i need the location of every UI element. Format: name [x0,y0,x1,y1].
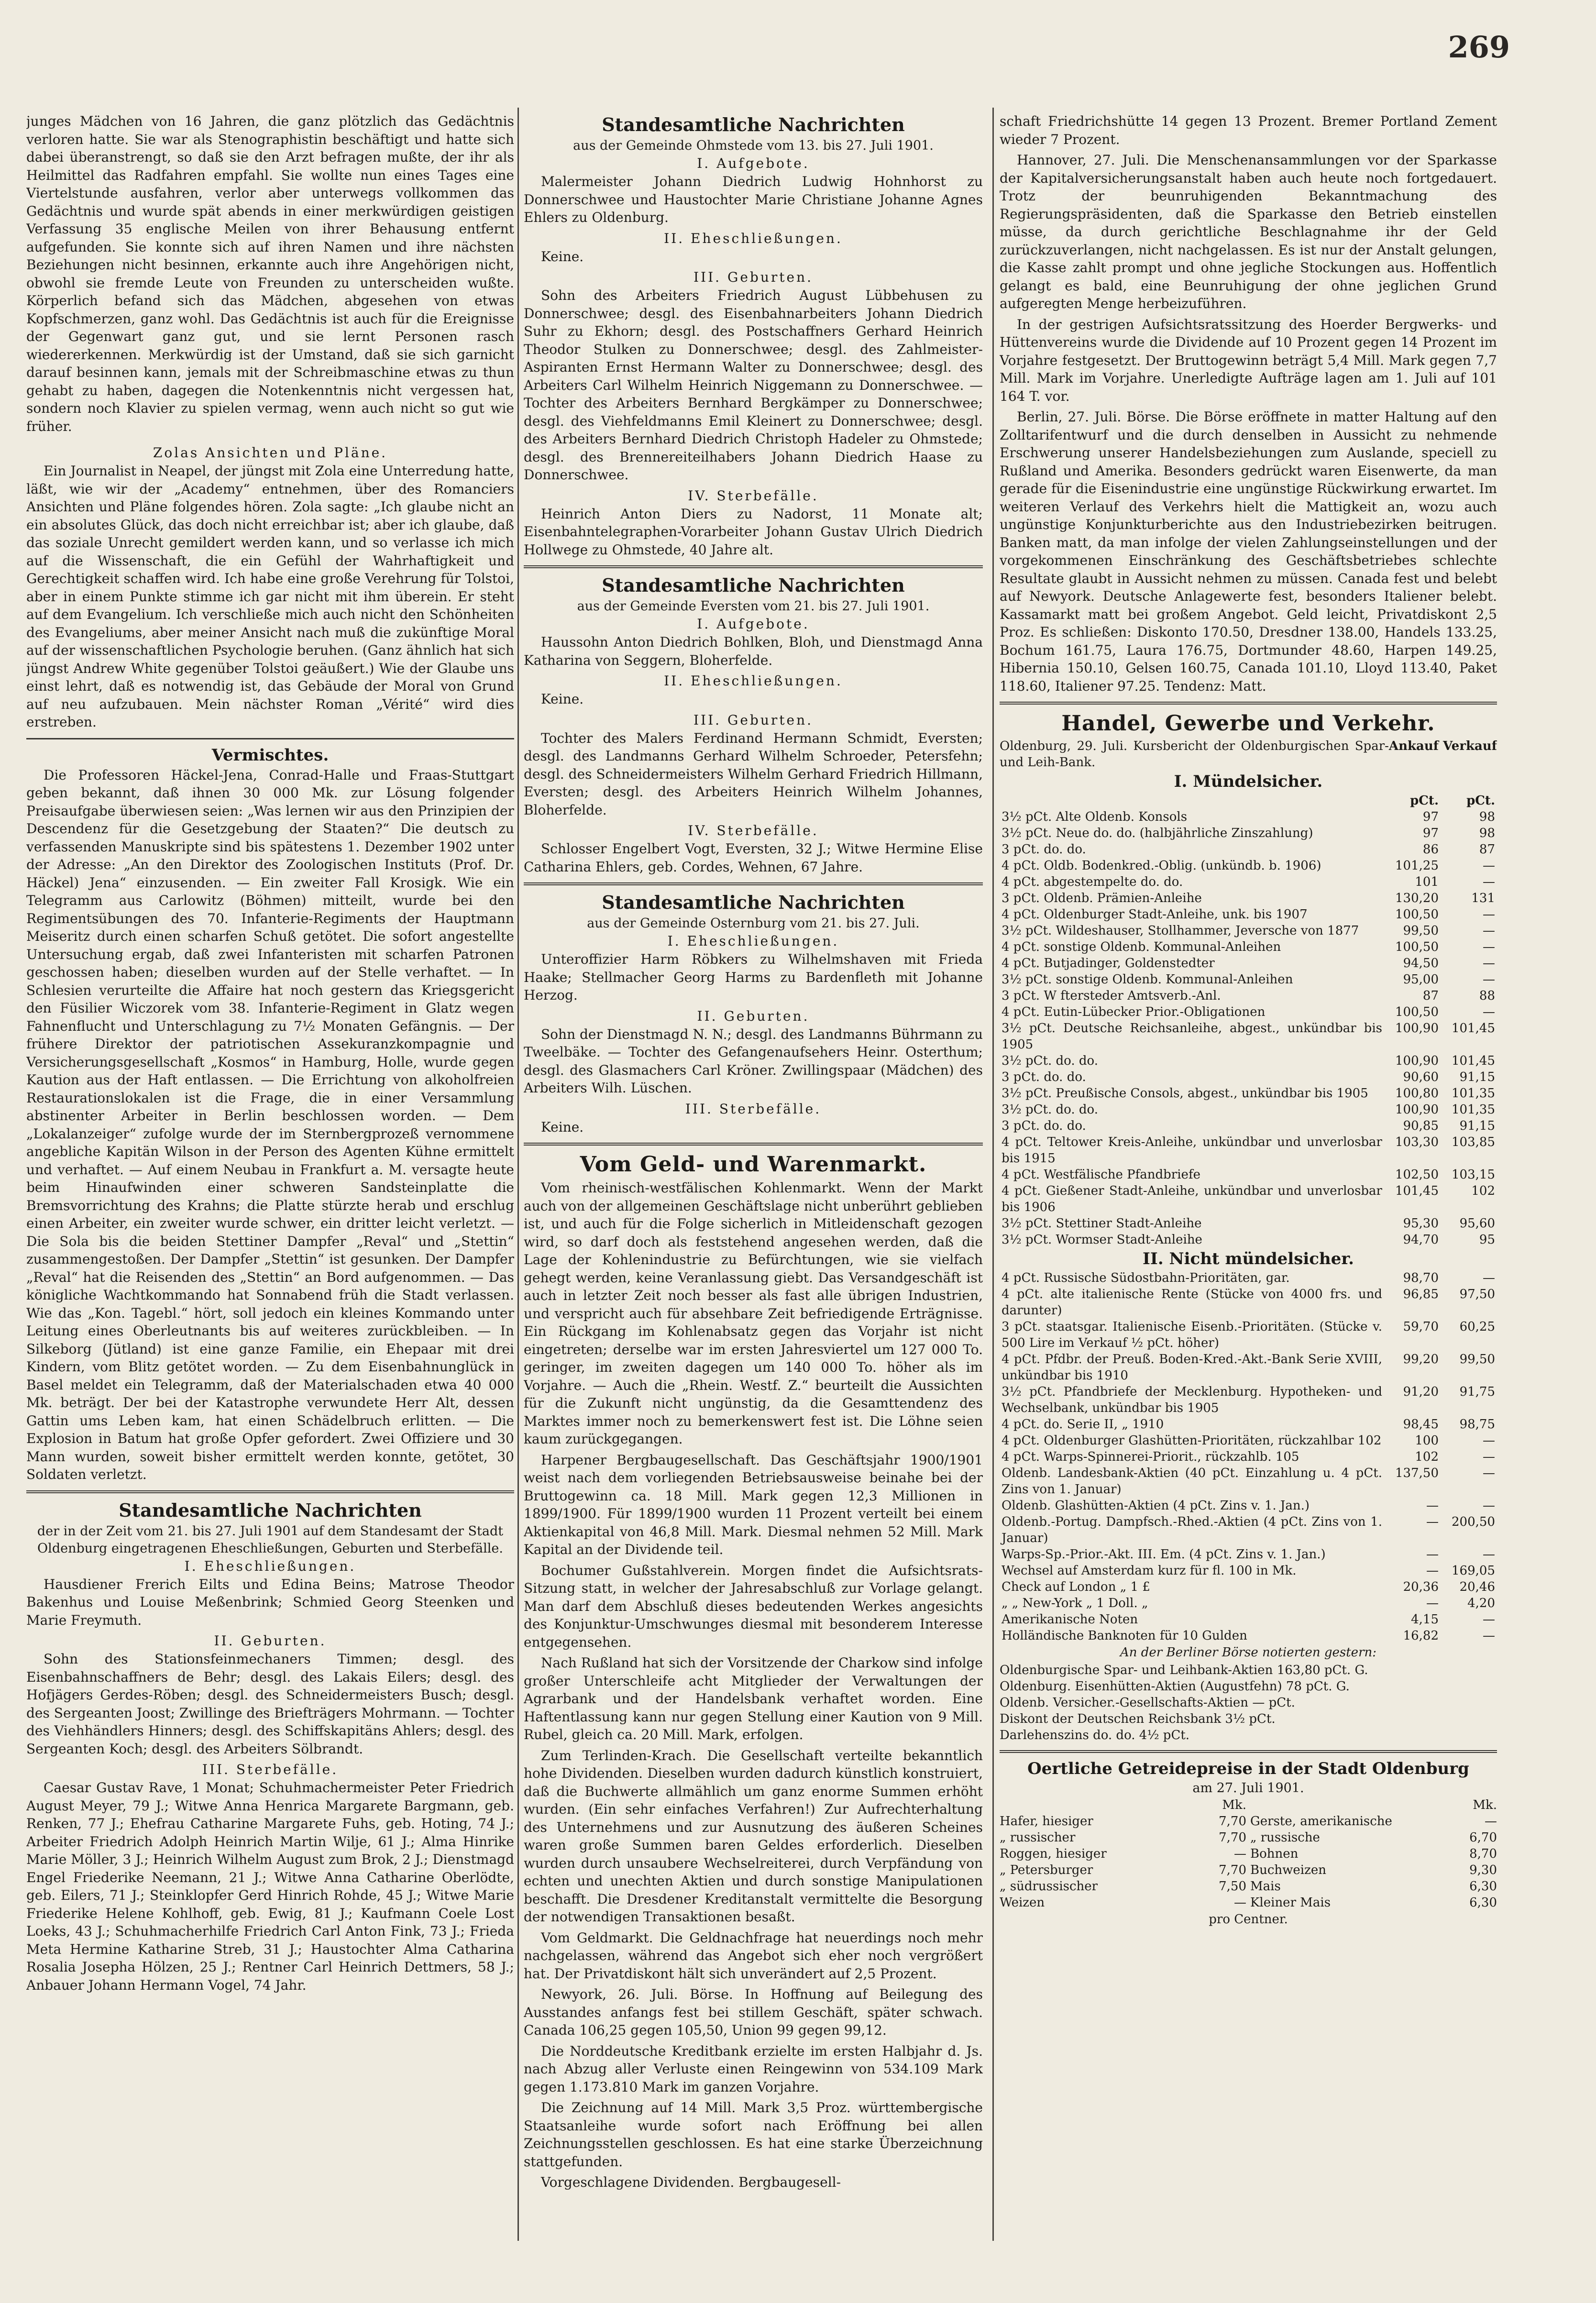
grain-price: — [1234,1846,1246,1861]
security-name: 4 pCt. abgestempelte do. do. [1002,875,1183,889]
buy-rate: 102,50 [1395,1168,1439,1182]
security-name: Holländische Banknoten für 10 Gulden [1002,1629,1247,1643]
sell-rate: 4,20 [1467,1596,1495,1610]
grain-price: 7,70 [1219,1862,1246,1877]
buy-rate: 100,50 [1395,940,1439,954]
article-paragraph: schaft Friedrichshütte 14 gegen 13 Prozent. Bremer Portland Zement wieder 7 Prozent. [1000,113,1497,147]
grain-price: 6,30 [1469,1879,1497,1894]
grain-price: 7,50 [1219,1879,1246,1894]
rate-table-header [1000,738,1497,771]
article-paragraph: In der gestrigen Aufsichtsratssitzung des Hoerder Bergwerks- und Hüttenvereins wurde die Dividende auf 10 Prozent gegen 14 Prozent im Vorjahre festgesetzt. Der Bruttogewinn beträgt 5,4 Mill. Mark gegen 7,7 Mill. Mark im Vorjahre. Unerledigte Aufträge lagen am 1. Juli auf 101 164 T. vor. [1000,316,1497,404]
article-paragraph: Heinrich Anton Diers zu Nadorst, 11 Monate alt; Eisenbahntelegraphen-Vorarbeiter Johann Gustav Ulrich Diedrich Hollwege zu Ohmstede, 40 Jahre alt. [524,506,983,558]
grain-table [1000,1797,1497,1911]
buy-rate: 100,50 [1395,1005,1439,1019]
article-paragraph: Hausdiener Frerich Eilts und Edina Beins; Matrose Theodor Bakenhus und Louise Meßenbrink; Schmied Georg Steenken und Marie Freymuth. [26,1576,514,1628]
berlin-row: Oldenb. Versicher.-Gesellschafts-Aktien — pCt. [1000,1695,1295,1710]
table-row [1000,1449,1497,1465]
section-title: Standesamtliche Nachrichten [602,892,905,913]
buy-rate: 100,90 [1395,1102,1439,1117]
table-row [1000,1102,1497,1118]
sell-rate: 60,25 [1459,1320,1495,1334]
buy-rate: 98,70 [1403,1271,1439,1285]
article-paragraph: Die Norddeutsche Kreditbank erzielte im ersten Halbjahr d. Js. nach Abzug aller Verluste einen Reingewinn von 534.109 Mark gegen 1.173.810 Mark im ganzen Vorjahre. [524,2043,983,2095]
buy-rate: — [1426,1499,1439,1513]
subsection-title: II. Geburten. [697,1008,810,1024]
grain-price: 9,30 [1469,1862,1497,1877]
table-row [1000,1579,1497,1595]
sell-rate: — [1483,956,1495,970]
sell-rate: 91,75 [1459,1385,1495,1399]
buy-rate: — [1426,1596,1439,1610]
divider [26,1490,514,1493]
security-name: Oldenb.-Portug. Dampfsch.-Rhed.-Aktien (4 pCt. Zins von 1. Januar) [1002,1515,1382,1545]
security-name: 3½ pCt. Stettiner Stadt-Anleihe [1002,1216,1202,1231]
buy-rate: 16,82 [1403,1629,1439,1643]
table-row [1000,1514,1497,1546]
article-paragraph: Keine. [541,691,584,707]
table-row [1000,906,1497,923]
article-paragraph: Vom rheinisch-westfälischen Kohlenmarkt. Wenn der Markt auch von der allgemeinen Geschäftslage nicht unberührt geblieben ist, und auch für die Folge sicherlich in Mitleidenschaft gezogen wird, so darf doch als feststehend angesehen werden, daß die Lage der Kohlenindustrie zu Befürchtungen, wie sie vielfach gehegt werden, keine Veranlassung giebt. Das Versandgeschäft ist auch in letzter Zeit noch besser als fast alle übrigen Industrien, und verspricht auch für absehbare Zeit befriedigende Erträgnisse. Ein Rückgang im Kohlenabsatz gegen das Vorjahr ist nicht eingetreten; derselbe war im ersten Jahresviertel um 127 000 To. geringer, im zweiten dagegen um 140 000 To. höher als im Vorjahre. — Auch die „Rhein. Westf. Z.“ beurteilt die Aussichten für die Zukunft nicht ungünstig, da die Gesamttendenz des Marktes immer noch zu bemerkenswert fest ist. Die Löhne seien kaum zurückgegangen. [524,1180,983,1447]
security-name: 3½ pCt. do. do. [1002,1054,1098,1068]
security-name: Warps-Sp.-Prior.-Akt. III. Em. (4 pCt. Zins v. 1. Jan.) [1002,1547,1326,1562]
buy-rate: 100,80 [1395,1086,1439,1101]
sell-rate: 97,50 [1459,1287,1495,1301]
grain-title: Oertliche Getreidepreise in der Stadt Oldenburg [1027,1759,1469,1778]
buy-rate: 100,50 [1395,907,1439,922]
buy-rate: 4,15 [1411,1612,1439,1627]
berlin-row: Oldenburgische Spar- und Leihbank-Aktien 163,80 pCt. G. [1000,1663,1368,1677]
buy-rate: 97 [1422,810,1439,824]
buy-rate: 91,20 [1403,1385,1439,1399]
sell-rate: — [1483,1450,1495,1464]
subsection-title: IV. Sterbefälle. [688,487,819,504]
sell-rate: 200,50 [1452,1515,1495,1529]
grain-name: Buchweizen [1250,1862,1326,1877]
table-row [1000,971,1497,988]
section-title: Standesamtliche Nachrichten [602,574,905,596]
subsection-title: III. Sterbefälle. [685,1101,822,1117]
table-row [1000,1319,1497,1351]
grain-price: 6,30 [1469,1895,1497,1910]
table-row [1000,939,1497,955]
sell-rate: 87 [1479,842,1495,857]
article-paragraph: Hannover, 27. Juli. Die Menschenansammlungen vor der Sparkasse der Kapitalversicherungsanstalt haben auch heute noch fortgedauert. Trotz der beunruhigenden Bekanntmachung des Regierungspräsidenten, daß die Sparkasse den Betrieb einstellen müsse, da durch gerichtliche Beschlagnahme ihr der Geld zurückzuverlangen, nicht nachgelassen. Es ist nur der Anstalt gelungen, die Kasse zahlt prompt und ohne jegliche Stockungen aus. Hoffentlich gelangt es bald, eine Beunruhigung der ohne jeglichen Grund aufgeregten Menge herbeizuführen. [1000,152,1497,311]
security-name: 3 pCt. Oldenb. Prämien-Anleihe [1002,891,1202,905]
page-number: 269 [1448,30,1510,65]
security-name: Wechsel auf Amsterdam kurz für fl. 100 in Mk. [1002,1564,1297,1578]
table-row [1000,1611,1497,1628]
buy-rate: 20,36 [1403,1580,1439,1594]
sell-rate: — [1483,1005,1495,1019]
article-paragraph: Vom Geldmarkt. Die Geldnachfrage hat neuerdings noch mehr nachgelassen, während das Angebot sich eher noch vergrößert hat. Der Privatdiskont hält sich unverändert auf 2,5 Prozent. [524,1929,983,1982]
security-name: 4 pCt. Oldenburger Glashütten-Prioritäten, rückzahlbar 102 [1002,1433,1382,1448]
table-row [1000,955,1497,971]
sell-rate: 98,75 [1459,1417,1495,1432]
buy-rate: 90,60 [1403,1070,1439,1084]
buy-rate: 97 [1422,826,1439,840]
grain-name: Roggen, hiesiger [1000,1846,1107,1861]
security-name: 3 pCt. do. do. [1002,1070,1086,1084]
table-row [1000,1053,1497,1069]
table-row [1000,923,1497,939]
security-name: 3½ pCt. Neue do. do. (halbjährliche Zinszahlung) [1002,826,1313,840]
buy-rate: 90,85 [1403,1119,1439,1133]
security-name: 4 pCt. Gießener Stadt-Anleihe, unkündbar und unverlosbar bis 1906 [1002,1184,1382,1214]
unit-sell: pCt. [1466,793,1495,808]
table-row [1000,1085,1497,1102]
buy-rate: 99,20 [1403,1352,1439,1366]
grain-name: „ südrussischer [1000,1879,1098,1894]
security-name: 3½ pCt. Wormser Stadt-Anleihe [1002,1233,1202,1247]
table-row [1000,1232,1497,1248]
berlin-row: Darlehenszins do. do. 4½ pCt. [1000,1728,1190,1742]
grain-name: Mais [1250,1879,1281,1894]
grain-date: am 27. Juli 1901. [1192,1780,1304,1796]
subsection-title: I. Aufgebote. [697,616,810,632]
buy-rate: 100 [1415,1433,1439,1448]
article-paragraph: Die Zeichnung auf 14 Mill. Mark 3,5 Proz. württembergische Staatsanleihe wurde sofort nach Eröffnung bei allen Zeichnungsstellen geschlossen. Es hat eine starke Überzeichnung stattgefunden. [524,2100,983,2170]
security-name: Check auf London „ 1 £ [1002,1580,1150,1594]
sell-rate: 101,35 [1452,1102,1495,1117]
section-title: Vermischtes. [211,745,329,765]
table-row [1000,1004,1497,1020]
security-name: 4 pCt. Russische Südostbahn-Prioritäten, gar. [1002,1271,1290,1285]
sell-rate: 20,46 [1459,1580,1495,1594]
article-paragraph: Zum Terlinden-Krach. Die Gesellschaft verteilte bekanntlich hohe Dividenden. Dieselben wurden dadurch künstlich konstruiert, daß die Buchwerte allmählich um ganz enorme Summen erhöht wurden. (Ein sehr einfaches Verfahren!) Zur Aufrechterhaltung des Unternehmens und zur Ausnutzung des äußeren Scheines waren große Summen baren Geldes erforderlich. Dieselben wurden durch unsaubere Wechselreiterei, durch Verpfändung von echten und unechten Aktien und durch sonstige Manipulationen beschafft. Die Dresdener Kreditanstalt vermittelte die Besorgung der notwendigen Transaktionen besaßt. [524,1747,983,1925]
column-rule [517,108,519,2241]
unit-row [1000,793,1497,809]
buy-rate: 101,25 [1395,859,1439,873]
security-name: 3 pCt. staatsgar. Italienische Eisenb.-Prioritäten. (Stücke v. 500 Lire im Verkauf ½ pCt. höher) [1002,1320,1382,1350]
sell-rate: 131 [1471,891,1495,905]
grain-name: „ russischer [1000,1830,1076,1845]
security-name: 4 pCt. Oldb. Bodenkred.-Oblig. (unkündb. b. 1906) [1002,859,1321,873]
table-row [1000,1069,1497,1085]
article-paragraph: Tochter des Malers Ferdinand Hermann Schmidt, Eversten; desgl. des Landmanns Gerhard Wilhelm Schroeder, Petersfehn; desgl. des Schneidermeisters Wilhelm Gerhard Friedrich Hillmann, Eversten; desgl. des Arbeiters Heinrich Wilhelm Johannes, Bloherfelde. [524,730,983,818]
grain-name: Bohnen [1250,1846,1299,1861]
divider [1000,702,1497,705]
table-row [1000,841,1497,858]
article-paragraph: Newyork, 26. Juli. Börse. In Hoffnung auf Beilegung des Ausstandes anfangs fest bei stillem Geschäft, später schwach. Canada 106,25 gegen 105,50, Union 99 gegen 99,12. [524,1986,983,2038]
buy-rate: 94,70 [1403,1233,1439,1247]
col-sell-label: Verkauf [1443,739,1497,753]
security-name: 4 pCt. Teltower Kreis-Anleihe, unkündbar und unverlosbar bis 1915 [1002,1135,1382,1166]
table-row [1000,1020,1497,1053]
table-row [1000,1183,1497,1215]
buy-rate: 130,20 [1395,891,1439,905]
buy-rate: — [1426,1564,1439,1578]
article-paragraph: Harpener Bergbaugesellschaft. Das Geschäftsjahr 1900/1901 weist nach dem vorliegenden Betriebsausweise beinahe bei der Bruttogewinn ca. 18 Mill. Mark gegen 12,3 Millionen in 1899/1900. Für 1899/1900 wurden 11 Prozent verteilt bei einem Aktienkapital von 46,8 Mill. Mark. Diesmal nehmen 52 Mill. Mark Kapital an der Dividende teil. [524,1452,983,1557]
sell-rate: — [1483,972,1495,987]
buy-rate: 103,30 [1395,1135,1439,1149]
berlin-note: An der Berliner Börse notierten gestern: [1120,1645,1377,1660]
divider [524,882,983,885]
article-paragraph: Sohn des Arbeiters Friedrich August Lübbehusen zu Donnerschwee; desgl. des Eisenbahnarbeiters Johann Diedrich Suhr zu Ekhorn; desgl. des Postschaffners Gerhard Heinrich Theodor Stulken zu Donnerschwee; desgl. des Zahlmeister-Aspiranten Ernst Hermann Walter zu Donnerschwee; desgl. des Arbeiters Carl Wilhelm Heinrich Niggemann zu Donnerschwee. — Tochter des Arbeiters Bernhard Bergkämper zu Donnerschwee; desgl. des Viehfeldmanns Emil Kleinert zu Donnerschwee; desgl. des Arbeiters Bernhard Diedrich Christoph Hadeler zu Ohmstede; desgl. des Brennereiteilhabers Johann Diedrich Haase zu Donnerschwee. [524,287,983,483]
buy-rate: 59,70 [1403,1320,1439,1334]
grain-price: — [1485,1814,1497,1829]
berlin-row: Diskont der Deutschen Reichsbank 3½ pCt. [1000,1711,1276,1726]
subsection-title: I. Eheschließungen. [667,933,839,949]
security-name: 3 pCt. do. do. [1002,1119,1086,1133]
berlin-row: Oldenburg. Eisenhütten-Aktien (Augustfehn) 78 pCt. G. [1000,1679,1350,1694]
berlin-list [1000,1662,1497,1743]
buy-rate: 101 [1415,875,1439,889]
section-subtitle: aus der Gemeinde Ohmstede vom 13. bis 27. Juli 1901. [573,138,934,153]
buy-rate: 95,00 [1403,972,1439,987]
sell-rate: — [1483,940,1495,954]
section-subtitle: aus der Gemeinde Osternburg vom 21. bis 27. Juli. [587,916,920,931]
security-name: 3½ pCt. sonstige Oldenb. Kommunal-Anleihen [1002,972,1293,987]
sell-rate: 101,45 [1452,1054,1495,1068]
buy-rate: 86 [1422,842,1439,857]
divider [524,565,983,568]
buy-rate: — [1426,1547,1439,1562]
section-title: Standesamtliche Nachrichten [119,1499,422,1521]
unit-buy: pCt. [1410,793,1439,808]
sell-rate: 101,35 [1452,1086,1495,1101]
table-row [1000,1134,1497,1167]
subsection-title: I. Aufgebote. [697,155,810,171]
article-paragraph: Keine. [541,248,584,264]
grain-name: „ russische [1250,1830,1320,1845]
buy-rate: 87 [1422,989,1439,1003]
security-name: 3 pCt. do. do. [1002,842,1086,857]
grain-name: Hafer, hiesiger [1000,1814,1093,1829]
security-name: 4 pCt. Butjadinger, Goldenstedter [1002,956,1215,970]
security-name: 3½ pCt. Wildeshauser, Stollhammer, Jeversche von 1877 [1002,924,1359,938]
article-paragraph: Vorgeschlagene Dividenden. Bergbaugesell- [541,2174,841,2190]
article-paragraph: junges Mädchen von 16 Jahren, die ganz plötzlich das Gedächtnis verloren hatte. Sie war als Stenographistin beschäftigt und hatte sich dabei überanstrengt, so daß sie den Arzt befragen mußte, der ihr als Heilmittel das Radfahren empfahl. Sie wollte nun eines Tages eine Viertelstunde ausfahren, verlor aber unterwegs vollkommen das Gedächtnis und wurde spät abends in einer merkwürdigen geistigen Verfassung 35 englische Meilen von ihrer Behausung entfernt aufgefunden. Sie konnte sich auf ihren Namen und ihre nächsten Beziehungen nicht besinnen, erkannte auch ihre Angehörigen nicht, obwohl sie fremde Leute von Freunden zu unterscheiden wußte. Körperlich befand sich das Mädchen, abgesehen von etwas Kopfschmerzen, ganz wohl. Das Gedächtnis ist auch für die Ereignisse der Gegenwart ganz gut, und sie lernt Personen rasch wiedererkennen. Merkwürdig ist der Umstand, daß sie sich garnicht darauf besinnen kann, jemals mit der Schreibmaschine etwas zu thun gehabt zu haben, dagegen die Notenkenntnis nicht vergessen hat, sondern noch Klavier zu spielen vermag, wenn auch nicht so gut wie früher. [26,113,514,434]
article-paragraph: Haussohn Anton Diedrich Bohlken, Bloh, und Dienstmagd Anna Katharina von Seggern, Bloherfelde. [524,634,983,668]
security-name: 3½ pCt. Pfandbriefe der Mecklenburg. Hypotheken- und Wechselbank, unkündbar bis 1905 [1002,1385,1382,1415]
sell-rate: — [1483,1466,1495,1480]
security-name: 4 pCt. alte italienische Rente (Stücke von 4000 frs. und darunter) [1002,1287,1382,1318]
subsection-title: II. Eheschließungen. [664,230,843,246]
table-row [1000,825,1497,841]
table-row [1000,1384,1497,1416]
table-row [1000,1215,1497,1232]
divider [26,738,514,739]
subsection-title: III. Geburten. [693,269,814,285]
sell-rate: 98 [1479,826,1495,840]
article-paragraph: Schlosser Engelbert Vogt, Eversten, 32 J.; Witwe Hermine Elise Catharina Ehlers, geb. Cordes, Wehnen, 67 Jahre. [524,841,983,875]
sell-rate: — [1483,1629,1495,1643]
section-title: Vom Geld- und Warenmarkt. [580,1152,927,1177]
col-buy-label: Ankauf [1388,739,1439,753]
grain-footnote: pro Centner. [1209,1912,1288,1927]
grain-price: 7,70 [1219,1814,1246,1829]
sell-rate: — [1483,924,1495,938]
security-name: 3 pCt. W ftersteder Amtsverb.-Anl. [1002,989,1221,1003]
security-name: 4 pCt. Pfdbr. der Preuß. Boden-Kred.-Akt.-Bank Serie XVIII, unkündbar bis 1910 [1002,1352,1382,1383]
table-row [1000,890,1497,906]
table-row [1000,1498,1497,1514]
buy-rate: — [1426,1515,1439,1529]
article-paragraph: Bochumer Gußstahlverein. Morgen findet die Aufsichtsrats-Sitzung statt, in welcher der Jahresabschluß zur Vorlage gelangt. Man darf dem Abschluß dieses bedeutenden Werkes angesichts des Konjunktur-Umschwunges diesmal mit besonderem Interesse entgegensehen. [524,1562,983,1650]
sell-rate: — [1483,1612,1495,1627]
column-3 [1000,112,1497,2241]
buy-rate: 102 [1415,1450,1439,1464]
buy-rate: 101,45 [1395,1184,1439,1198]
sell-rate: 103,85 [1452,1135,1495,1149]
sell-rate: 91,15 [1459,1119,1495,1133]
sell-rate: 99,50 [1459,1352,1495,1366]
grain-price: 7,70 [1219,1830,1246,1845]
buy-rate: 100,90 [1395,1054,1439,1068]
article-paragraph: Malermeister Johann Diedrich Ludwig Hohnhorst zu Donnerschwee und Haustochter Marie Christiane Johanne Agnes Ehlers zu Oldenburg. [524,174,983,225]
subsection-title: I. Eheschließungen. [184,1558,356,1574]
security-name: 3½ pCt. Alte Oldenb. Konsols [1002,810,1188,824]
sell-rate: — [1483,859,1495,873]
sell-rate: 88 [1479,989,1495,1003]
buy-rate: 98,45 [1403,1417,1439,1432]
sell-rate: 91,15 [1459,1070,1495,1084]
article-paragraph: Die Professoren Häckel-Jena, Conrad-Halle und Fraas-Stuttgart geben bekannt, daß ihnen 30 000 Mk. zur Lösung folgender Preisaufgabe überwiesen seien: „Was lernen wir aus den Prinzipien der Descendenz für die Gesetzgebung der Staaten?“ Die deutsch zu verfassenden Manuskripte sind bis spätestens 1. Dezember 1902 unter der Adresse: „An den Direktor des Zoologischen Instituts (Prof. Dr. Häckel) Jena“ einzusenden. — Ein zweiter Fall Krosigk. Wie ein Telegramm aus Carlowitz (Böhmen) mitteilt, wurde bei den Regimentsübungen des 70. Infanterie-Regiments der Hauptmann Meiseritz durch einen scharfen Schuß getötet. Die sofort angestellte Untersuchung ergab, daß zwei Infanteristen mit scharfen Patronen geschossen haben; dieselben wurden auf der Stelle verhaftet. — In Schlesien verurteilte die Affaire hat noch gestern das Kriegsgericht den Füsilier Wiczorek vom 38. Infanterie-Regiment in Glatz wegen Fahnenflucht und Unterschlagung zu 7½ Monaten Gefängnis. — Der frühere Direktor der patriotischen Assekuranzkompagnie und Versicherungsgesellschaft „Kosmos“ in Hamburg, Holle, wurde gegen Kaution aus der Haft entlassen. — Die Errichtung von alkoholfreien Restaurationslokalen ist die Frage, die in einer Versammlung abstinenter Arbeiter in Berlin beschlossen worden. — Dem „Lokalanzeiger“ zufolge wurde der im Sternbergprozeß vernommene angebliche Kapitän Wilson in der Person des Agenten Kühne ermittelt und verhaftet. — Auf einem Neubau in Frankfurt a. M. versagte heute beim Hinaufwinden einer schweren Sandsteinplatte die Bremsvorrichtung des Krahns; die Platte stürzte herab und erschlug einen Arbeiter, ein zweiter wurde schwer, ein dritter leicht verletzt. — Die Sola bis die beiden Stettiner Dampfer „Reval“ und „Stettin“ zusammengestoßen. Der Dampfer „Stettin“ ist gesunken. Der Dampfer „Reval“ hat die Reisenden des „Stettin“ an Bord aufgenommen. — Das königliche Wachtkommando hat Sonnabend früh die Stadt verlassen. Wie das „Kon. Tagebl.“ hört, soll jedoch ein kleines Kommando unter Leitung eines Oberleutnants bis auf weiteres zurückbleiben. — In Silkeborg (Jütland) ist eine ganze Familie, ein Ehepaar mit drei Kindern, vom Blitz getötet worden. — Zu dem Eisenbahnunglück in Basel meldet ein Telegramm, daß der Materialschaden etwa 40 000 Mk. beträgt. Der bei der Katastrophe verwundete Herr Alt, dessen Gattin ums Leben kam, hat einen Schädelbruch erlitten. — Die Explosion in Batum hat große Opfer gefordert. Zwei Offiziere und 30 Mann wurden, soweit bisher ermittelt werden konnte, getötet, 30 Soldaten verletzt. [26,767,514,1482]
subsection-title: III. Sterbefälle. [202,1762,339,1777]
sell-rate: — [1483,1433,1495,1448]
security-name: 3½ pCt. Deutsche Reichsanleihe, abgest., unkündbar bis 1905 [1002,1021,1382,1052]
table-row [1000,1563,1497,1579]
sell-rate: — [1483,875,1495,889]
sell-rate: 101,45 [1452,1021,1495,1036]
table-row [1000,1595,1497,1611]
column-2 [524,112,983,2241]
subsection-title: III. Geburten. [693,712,814,728]
grain-name: „ Petersburger [1000,1862,1093,1877]
security-name: 4 pCt. Oldenburger Stadt-Anleihe, unk. bis 1907 [1002,907,1308,922]
grain-price: 8,70 [1469,1846,1497,1861]
table-row [1000,1286,1497,1319]
table-row [1000,1270,1497,1286]
table-row [1000,858,1497,874]
sell-rate: 102 [1471,1184,1495,1198]
table-row [1000,809,1497,825]
article-paragraph: Sohn der Dienstmagd N. N.; desgl. des Landmanns Bührmann zu Tweelbäke. — Tochter des Gefangenaufsehers Heinr. Osterthum; desgl. des Glasmachers Carl Kröner. Zwillingspaar (Mädchen) des Arbeiters Wilh. Lüschen. [524,1026,983,1096]
rate-table-title: Oldenburg, 29. Juli. Kursbericht der Oldenburgischen Spar- und Leih-Bank. [1000,739,1389,770]
sell-rate: 169,05 [1452,1564,1495,1578]
table-row [1000,1432,1497,1449]
rate-table-1 [1000,793,1497,1248]
security-name: 4 pCt. sonstige Oldenb. Kommunal-Anleihen [1002,940,1281,954]
sell-rate: 95 [1479,1233,1495,1247]
subsection-title: IV. Sterbefälle. [688,823,819,838]
article-paragraph: Ein Journalist in Neapel, der jüngst mit Zola eine Unterredung hatte, läßt, wie wir der „Academy“ entnehmen, über des Romanciers Ansichten und Pläne folgendes hören. Zola sagte: „Ich glaube nicht an ein absolutes Glück, das doch nicht erreichbar ist; aber ich glaube, daß das soziale Unrecht gemildert werden kann, und so verlasse ich mich auf die Wissenschaft, die ein Gefühl der Wahrhaftigkeit und Gerechtigkeit schaffen wird. Ich habe eine große Verehrung für Tolstoi, aber in einem Punkte stimme ich gar nicht mit ihm überein. Er steht auf dem Evangelium. Ich verschließe mich auch nicht den Schönheiten des Evangeliums, aber meiner Ansicht nach muß die zukünftige Moral auf der wissenschaftlichen Psychologie beruhen. (Ganz ähnlich hat sich jüngst Andrew White gegenüber Tolstoi geäußert.) Wie der Glaube uns einst lehrt, daß es notwendig ist, das Gebäude der Moral von Grund auf neu aufzubauen. Mein nächster Roman „Vérité“ wird dies erstreben. [26,463,514,730]
article-paragraph: Caesar Gustav Rave, 1 Monat; Schuhmachermeister Peter Friedrich August Meyer, 79 J.; Witwe Anna Henrica Margarete Bargmann, geb. Renken, 77 J.; Ehefrau Catharine Margarete Fuhs, geb. Hoting, 74 J.; Arbeiter Friedrich Adolph Heinrich Martin Wilje, 61 J.; Alma Hinrike Marie Möller, 3 J.; Heinrich Wilhelm August zum Brok, 2 J.; Dienstmagd Engel Friederike Neemann, 21 J.; Witwe Anna Catharine Oberlödte, geb. Eilers, 71 J.; Steinklopfer Gerd Hinrich Rohde, 45 J.; Witwe Marie Friederike Helene Kohlhoff, geb. Ewig, 81 J.; Kaufmann Coele Lost Loeks, 43 J.; Schuhmacherhilfe Friedrich Carl Anton Fink, 73 J.; Frieda Meta Hermine Katharine Streb, 31 J.; Haustochter Alma Catharina Rosalia Josepha Hölzen, 25 J.; Rentner Carl Heinrich Dettmers, 58 J.; Anbauer Johann Hermann Vogel, 74 Jahr. [26,1780,514,1993]
section-subtitle: aus der Gemeinde Eversten vom 21. bis 27. Juli 1901. [577,599,930,614]
sell-rate: — [1483,1547,1495,1562]
article-title: Zolas Ansichten und Pläne. [153,445,388,461]
security-name: Amerikanische Noten [1002,1612,1138,1627]
buy-rate: 100,90 [1395,1021,1439,1036]
article-paragraph: Unteroffizier Harm Röbkers zu Wilhelmshaven mit Frieda Haake; Stellmacher Georg Harms zu Bardenfleth mit Johanne Herzog. [524,951,983,1003]
grain-unit: Mk. [1473,1797,1497,1812]
rate-table-2 [1000,1270,1497,1644]
article-paragraph: Berlin, 27. Juli. Börse. Die Börse eröffnete in matter Haltung auf den Zolltarifentwurf und die durch denselben in Aussicht zu nehmende Erschwerung unserer Handelsbeziehungen zum Auslande, speciell zu Rußland und Amerika. Besonders gedrückt waren Eisenwerte, da man gerade für die Eisenindustrie eine ungünstige Rückwirkung erwartet. Im weiteren Verlauf des Verkehrs hielt die Mattigkeit an, wozu auch ungünstige Konjunkturberichte aus den Industriebezirken beitrugen. Banken matt, da man infolge der vielen Zahlungseinstellungen und der vorgekommenen Einschränkung des Geschäftsbetriebes schlechte Resultate glaubt in Aussicht nehmen zu müssen. Canada fest und belebt auf Newyork. Deutsche Anlagewerte fest, besonders Italiener belebt. Kassamarkt matt bei großem Angebot. Geld leicht, Privatdiskont 2,5 Proz. Es schließen: Diskonto 170.50, Dresdner 138.00, Handels 133.25, Bochum 161.75, Laura 176.75, Dortmunder 48.60, Harpen 149.25, Hibernia 150.10, Gelsen 160.75, Canada 101.10, Lloyd 113.40, Paket 118.60, Italiener 97.25. Tendenz: Matt. [1000,409,1497,694]
section-title: Handel, Gewerbe und Verkehr. [1061,711,1435,736]
sell-rate: 95,60 [1459,1216,1495,1231]
subsection-title: II. Geburten. [214,1633,327,1649]
table-row [1000,1351,1497,1384]
section-title: Standesamtliche Nachrichten [602,114,905,135]
table-row [1000,1546,1497,1563]
table-row [1000,1167,1497,1183]
sell-rate: 98 [1479,810,1495,824]
buy-rate: 137,50 [1395,1466,1439,1480]
column-rule [992,108,994,2241]
grain-price: 6,70 [1469,1830,1497,1845]
article-paragraph: Keine. [541,1119,584,1135]
security-name: „ „ New-York „ 1 Doll. „ [1002,1596,1148,1610]
security-name: 3½ pCt. Preußische Consols, abgest., unkündbar bis 1905 [1002,1086,1368,1101]
subsection-title: II. Eheschließungen. [664,673,843,689]
sell-rate: — [1483,907,1495,922]
sell-rate: — [1483,1499,1495,1513]
security-name: Oldenb. Landesbank-Aktien (40 pCt. Einzahlung u. 4 pCt. Zins von 1. Januar) [1002,1466,1382,1497]
section-subtitle: der in der Zeit vom 21. bis 27. Juli 1901 auf dem Standesamt der Stadt Oldenburg eingetragenen Eheschließungen, Geburten und Sterbefälle. [37,1523,504,1556]
article-paragraph: Nach Rußland hat sich der Vorsitzende der Charkow sind infolge großer Unterschleife acht Mitglieder der Verwaltungen der Agrarbank und der Handelsbank verhaftet worden. Eine Haftentlassung kann nur gegen Stellung einer Kaution von 9 Mill. Rubel, gleich ca. 20 Mill. Mark, erfolgen. [524,1655,983,1742]
buy-rate: 94,50 [1403,956,1439,970]
grain-name: Gerste, amerikanische [1250,1814,1392,1829]
sell-rate: 103,15 [1452,1168,1495,1182]
security-name: Oldenb. Glashütten-Aktien (4 pCt. Zins v. 1. Jan.) [1002,1499,1310,1513]
divider [1000,1750,1497,1753]
table-row [1000,988,1497,1004]
buy-rate: 99,50 [1403,924,1439,938]
grain-price: — [1234,1895,1246,1910]
sell-rate: — [1483,1271,1495,1285]
column-1 [26,112,514,2241]
table-section-title: II. Nicht mündelsicher. [1143,1249,1354,1268]
table-row [1000,1416,1497,1432]
buy-rate: 96,85 [1403,1287,1439,1301]
security-name: 4 pCt. Warps-Spinnerei-Priorit., rückzahlb. 105 [1002,1450,1299,1464]
grain-name: Kleiner Mais [1250,1895,1331,1910]
grain-unit: Mk. [1222,1797,1246,1812]
security-name: 4 pCt. do. Serie II, „ 1910 [1002,1417,1164,1432]
grain-name: Weizen [1000,1895,1045,1910]
article-paragraph: Sohn des Stationsfeinmechaners Timmen; desgl. des Eisenbahnschaffners de Behr; desgl. des Lakais Eilers; desgl. des Hofjägers Gerdes-Röben; desgl. des Schneidermeisters Busch; desgl. des Sergeanten Joost; Zwillinge des Briefträgers Mohrmann. — Tochter des Viehhändlers Hinners; desgl. des Schiffskapitäns Ahlers; desgl. des Sergeanten Koch; desgl. des Arbeiters Sölbrandt. [26,1651,514,1757]
table-row [1000,874,1497,890]
security-name: 4 pCt. Eutin-Lübecker Prior.-Obligationen [1002,1005,1266,1019]
table-row [1000,1628,1497,1644]
table-row [1000,1465,1497,1498]
divider [524,1143,983,1146]
buy-rate: 95,30 [1403,1216,1439,1231]
table-section-title: I. Mündelsicher. [1174,772,1323,791]
security-name: 4 pCt. Westfälische Pfandbriefe [1002,1168,1200,1182]
security-name: 3½ pCt. do. do. [1002,1102,1098,1117]
table-row [1000,1118,1497,1134]
